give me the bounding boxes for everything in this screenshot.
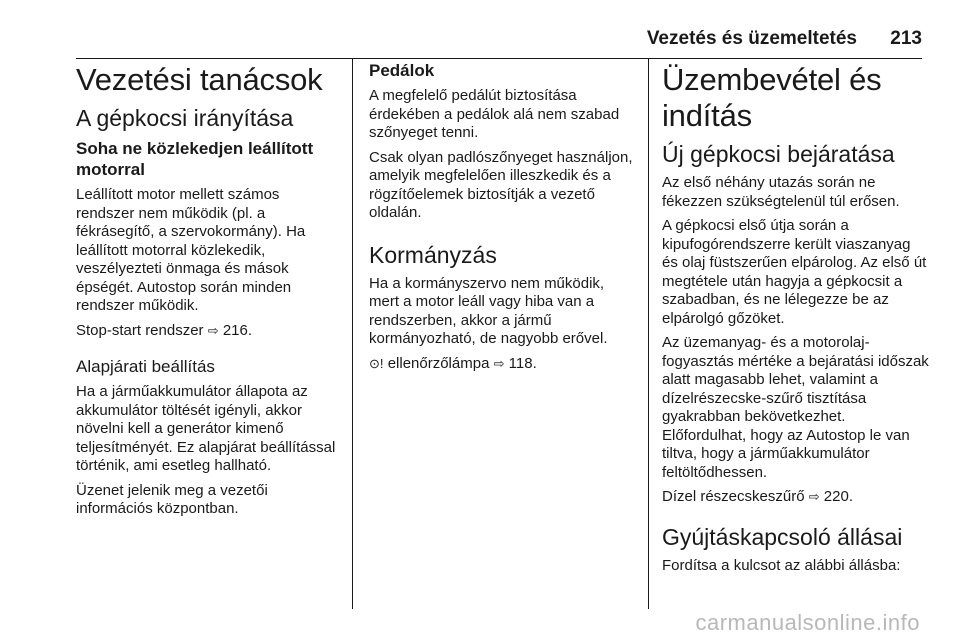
paragraph: Ha a kormányszervo nem működik, mert a motor leáll vagy hiba van a rendszerben, akkor a jármű kormányozható, de nagyobb erővel. <box>369 274 608 347</box>
heading-pedals: Pedálok <box>369 61 435 80</box>
cross-reference: Dízel részecskeszűrő ⇨ 220. <box>662 488 853 505</box>
paragraph: Ha a járműakkumulátor állapota az akkumulátor töltését igényli, akkor növelni kell a generátor kimenő teljesítményét. Ez alapjárat beállítással történik, ami esetleg hallható. <box>76 383 336 474</box>
paragraph: Csak olyan padlószőnyeget használjon, amelyik megfelelően illeszkedik és a rögzítőelemek biztosítják a vezető oldalán. <box>369 148 633 221</box>
arrow-ref-icon: ⇨ <box>808 489 820 504</box>
subsection-title-steering: Kormányzás <box>369 241 497 268</box>
column-divider-1 <box>352 58 353 609</box>
steering-warning-icon: ⊙! <box>369 355 384 371</box>
page-header-title: Vezetés és üzemeltetés <box>646 28 857 49</box>
arrow-ref-icon: ⇨ <box>207 322 219 338</box>
reference-link[interactable]: 118. <box>508 354 537 372</box>
header-rule <box>76 58 922 59</box>
column-2 <box>369 60 634 612</box>
paragraph: Az üzemanyag- és a motorolaj-fogyasztás mértéke a bejáratási időszak alatt magasabb lehet, valamint a dízelrészecske-szűrő tisztítása gyakrabban bekövetkezhet. Előfordulhat, hogy az Autostop le van tiltva, hogy a járműakkumulátor feltöltődhessen. <box>662 334 929 481</box>
paragraph: Fordítsa a kulcsot az alábbi állásba: <box>662 556 901 574</box>
subsection-title-vehicle-control: A gépkocsi irányítása <box>76 105 294 131</box>
subsection-title-ignition-positions: Gyújtáskapcsoló állásai <box>662 523 903 550</box>
paragraph: Az első néhány utazás során ne fékezzen szükségtelenül túl erősen. <box>662 174 900 210</box>
heading-idle-speed: Alapjárati beállítás <box>76 357 215 376</box>
column-1 <box>76 60 338 612</box>
arrow-ref-icon: ⇨ <box>493 355 505 371</box>
paragraph: A megfelelő pedálút biztosítása érdekében a pedálok alá nem szabad szőnyeget tenni. <box>369 87 620 141</box>
heading-never-coast: Soha ne közlekedjen leállított motorral <box>76 139 314 179</box>
column-divider-2 <box>648 58 649 609</box>
section-title-starting: Üzembevétel és indítás <box>662 62 882 133</box>
cross-reference: ⊙! ellenőrzőlámpa ⇨ 118. <box>369 354 537 372</box>
page-header <box>0 28 960 58</box>
reference-link[interactable]: 216. <box>222 321 253 339</box>
subsection-title-running-in: Új gépkocsi bejáratása <box>662 141 895 167</box>
watermark: carmanualsonline.info <box>695 610 920 635</box>
paragraph: A gépkocsi első útja során a kipufogórendszerre került viaszanyag és olaj füstszerűen elpárolog. Az első út megtétele után hagyja a gépkocsit a szabadban, és ne lélegezze be az elpárolgó gőzöket. <box>662 217 927 327</box>
paragraph: Üzenet jelenik meg a vezetői információs központban. <box>76 481 268 517</box>
reference-link[interactable]: 220. <box>823 488 853 505</box>
cross-reference: Stop-start rendszer ⇨ 216. <box>76 321 253 339</box>
column-3 <box>662 60 930 612</box>
section-title-driving-tips: Vezetési tanácsok <box>76 62 323 97</box>
paragraph: Leállított motor mellett számos rendszer nem működik (pl. a fékrásegítő, a szervokormány). Ha leállított motorral közlekedik, veszélyezteti önmaga és mások épségét. Autostop során minden rendszer működik. <box>76 186 306 314</box>
page-number: 213 <box>890 28 922 49</box>
